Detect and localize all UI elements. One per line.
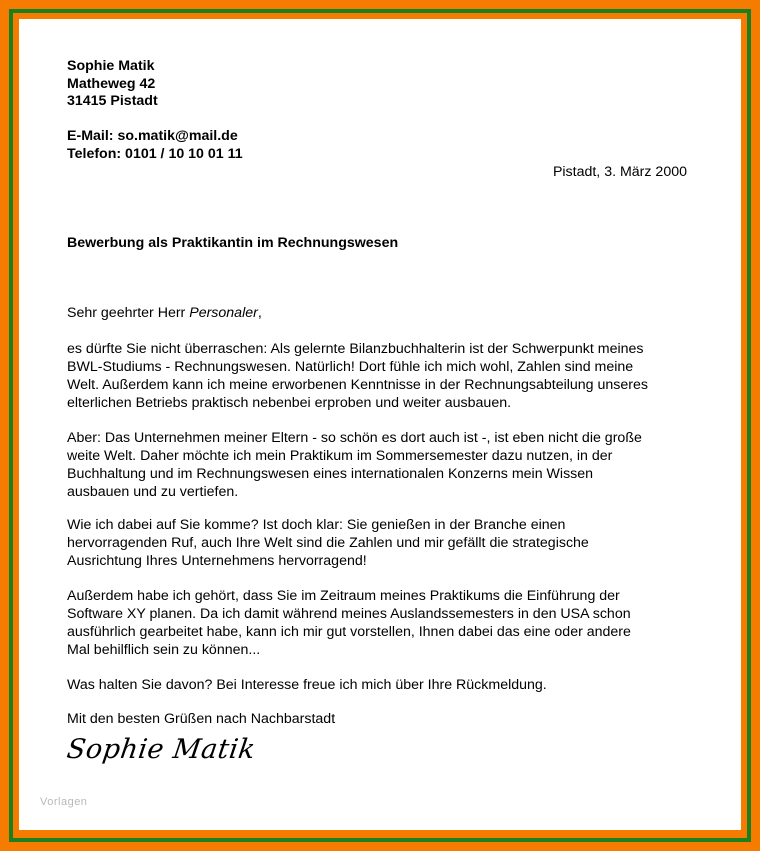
paragraph-line: ausführlich gearbeitet habe, kann ich mir gut vorstellen, Ihnen dabei das eine oder andere [67, 624, 631, 640]
paragraph-1 [67, 340, 687, 412]
paragraph-2 [67, 429, 687, 501]
paragraph-line: Wie ich dabei auf Sie komme? Ist doch klar: Sie genießen in der Branche einen [67, 517, 566, 533]
letter-date: Pistadt, 3. März 2000 [552, 164, 687, 180]
paragraph-line: Welt. Außerdem kann ich meine erworbenen Kenntnisse in der Rechnungsabteilung unseres [67, 377, 648, 393]
salutation [67, 304, 262, 322]
sender-address [67, 58, 158, 111]
paragraph-line: BWL-Studiums - Rechnungswesen. Natürlich! Dort fühle ich mich wohl, Zahlen sind meine [67, 359, 634, 375]
watermark: Vorlagen [40, 796, 88, 808]
paragraph-line: Buchhaltung und im Rechnungswesen eines internationalen Konzerns mein Wissen [67, 466, 594, 482]
paragraph-line: Außerdem habe ich gehört, dass Sie im Zeitraum meines Praktikums die Einführung der [67, 588, 620, 604]
salutation-prefix: Sehr geehrter Herr [67, 305, 190, 321]
sender-name: Sophie Matik [67, 58, 155, 74]
paragraph-line: ausbauen und zu vertiefen. [67, 484, 239, 500]
phone-line: Telefon: 0101 / 10 10 01 11 [67, 145, 243, 162]
email-line: E-Mail: so.matik@mail.de [67, 128, 238, 144]
paragraph-line: Ausrichtung Ihres Unternehmens hervorragend! [67, 553, 367, 569]
paragraph-line: elterlichen Betriebs praktisch nebenbei erproben und weiter ausbauen. [67, 395, 512, 411]
salutation-suffix: , [257, 305, 262, 321]
paragraph-4 [67, 587, 687, 659]
salutation-name: Personaler [189, 305, 258, 321]
paragraph-line: Aber: Das Unternehmen meiner Eltern - so schön es dort auch ist -, ist eben nicht die große [67, 430, 642, 446]
paragraph-line: Software XY planen. Da ich damit während meines Auslandssemesters in den USA schon [67, 606, 631, 622]
closing-line: Mit den besten Grüßen nach Nachbarstadt [67, 711, 336, 727]
paragraph-line: es dürfte Sie nicht überraschen: Als gelernte Bilanzbuchhalterin ist der Schwerpunkt meines [67, 341, 644, 357]
sender-contact [67, 128, 243, 163]
letter-subject: Bewerbung als Praktikantin im Rechnungswesen [67, 235, 399, 251]
paragraph-3 [67, 516, 687, 570]
letter-page [19, 19, 741, 830]
paragraph-line: weite Welt. Daher möchte ich mein Praktikum im Sommersemester dazu nutzen, in der [67, 448, 613, 464]
sender-city: 31415 Pistadt [67, 93, 158, 109]
paragraph-5 [67, 676, 687, 694]
sender-street: Matheweg 42 [67, 75, 156, 92]
paragraph-line: Was halten Sie davon? Bei Interesse freue ich mich über Ihre Rückmeldung. [67, 677, 547, 693]
handwritten-signature: Sophie Matik [64, 734, 258, 765]
paragraph-line: hervorragenden Ruf, auch Ihre Welt sind die Zahlen und mir gefällt die strategische [67, 535, 589, 551]
paragraph-line: Mal behilflich sein zu können... [67, 642, 261, 658]
